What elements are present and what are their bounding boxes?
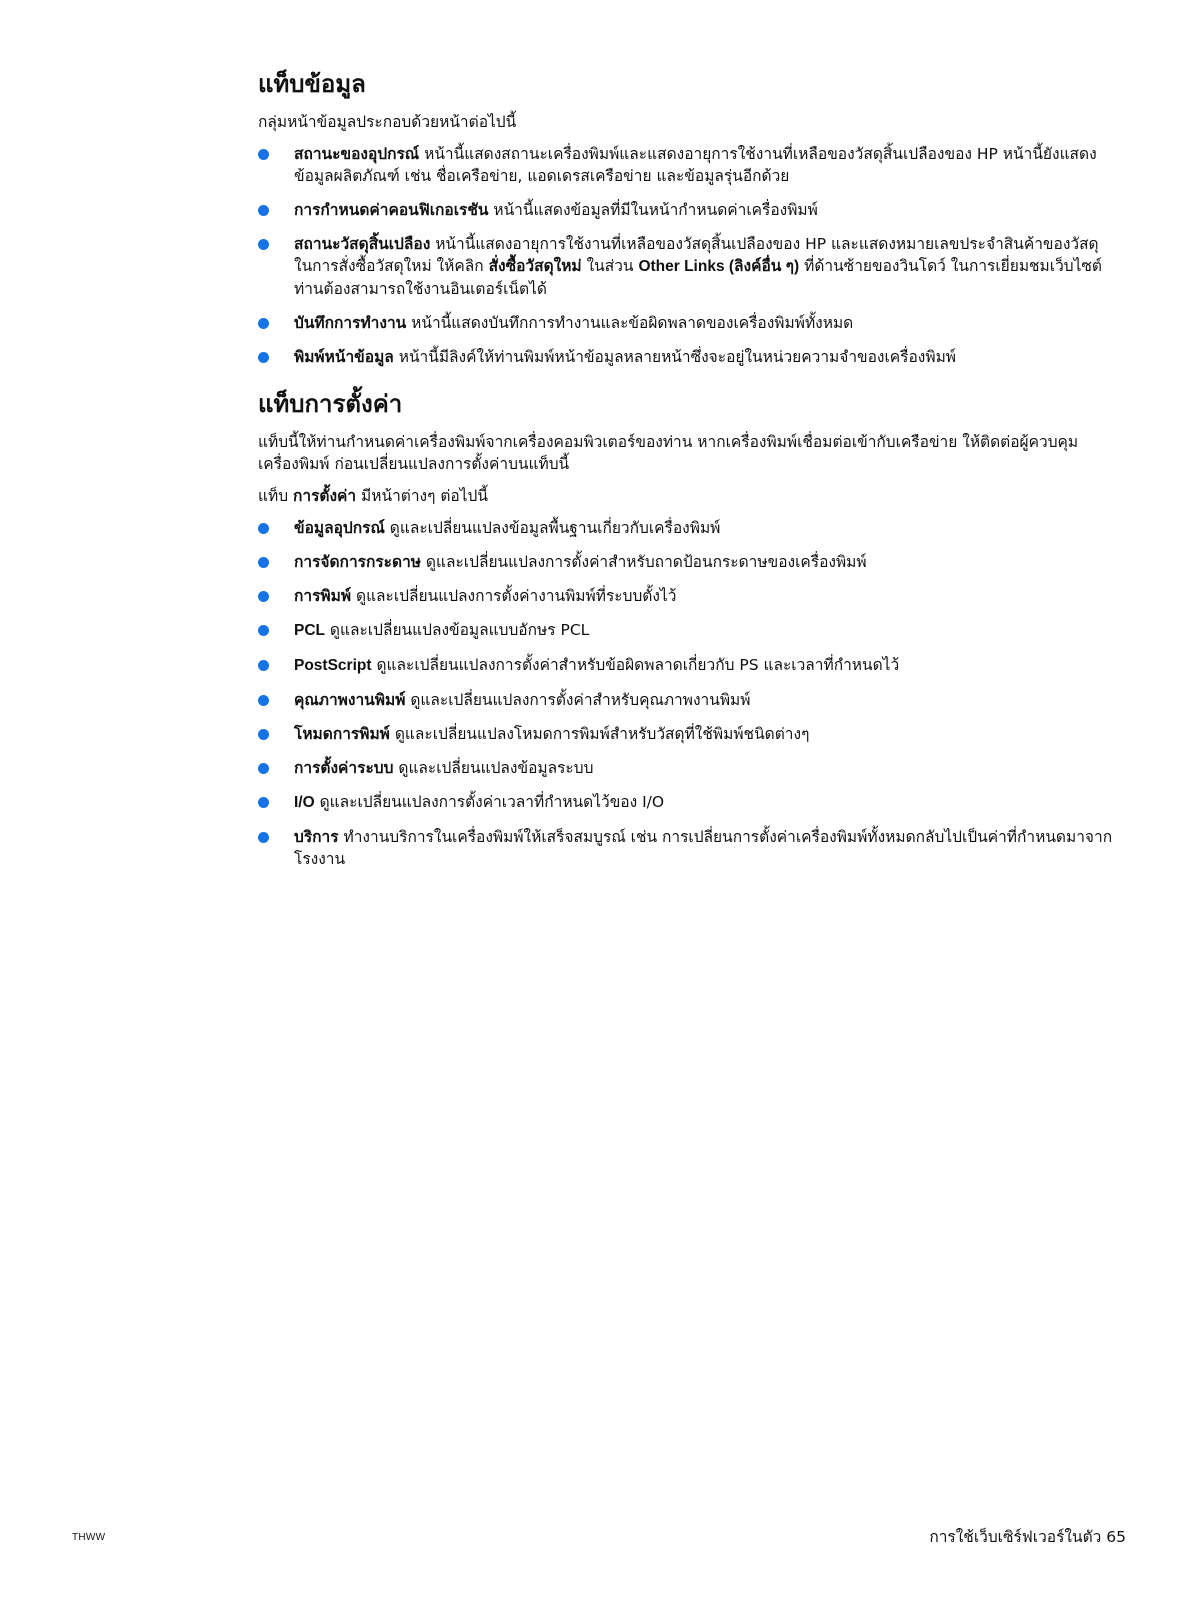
intro2-pre: แท็บ [258, 486, 293, 505]
section-heading-settings-tab: แท็บการตั้งค่า [258, 389, 403, 418]
bullet-icon [258, 763, 269, 774]
list-item [258, 346, 1118, 368]
other-links-label: Other Links (ลิงค์อื่น ๆ) [638, 257, 800, 275]
page-content [258, 70, 1118, 882]
item-text: ดูและเปลี่ยนแปลงข้อมูลระบบ [393, 758, 594, 777]
item-text: ดูและเปลี่ยนแปลงการตั้งค่าสำหรับข้อผิดพลาดเกี่ยวกับ PS และเวลาที่กำหนดไว้ [371, 655, 900, 674]
item-term: การกำหนดค่าคอนฟิเกอเรชัน [294, 200, 489, 219]
bullet-icon [258, 625, 269, 636]
item-term: คุณภาพงานพิมพ์ [294, 690, 406, 709]
list-item [258, 233, 1118, 300]
bullet-icon [258, 523, 269, 534]
item-term: โหมดการพิมพ์ [294, 724, 390, 743]
section-intro: กลุ่มหน้าข้อมูลประกอบด้วยหน้าต่อไปนี้ [258, 112, 517, 131]
list-item [258, 723, 1118, 745]
item-term: PostScript [294, 656, 372, 674]
order-supplies-link-label: สั่งซื้อวัสดุใหม่ [488, 256, 582, 275]
item-text: ทำงานบริการในเครื่องพิมพ์ให้เสร็จสมบูรณ์ เช่น การเปลี่ยนการตั้งค่าเครื่องพิมพ์ทั้งหมดกลับไปเป็นค่าที่กำหนดมาจากโรงงาน [294, 827, 1113, 868]
item-term: การตั้งค่าระบบ [294, 758, 394, 777]
bullet-icon [258, 239, 269, 250]
bullet-icon [258, 149, 269, 160]
intro2-post: มีหน้าต่างๆ ต่อไปนี้ [356, 486, 488, 505]
info-pages-list [258, 143, 1118, 368]
item-text: ดูและเปลี่ยนแปลงการตั้งค่างานพิมพ์ที่ระบบตั้งไว้ [351, 586, 677, 605]
bullet-icon [258, 591, 269, 602]
item-text: ดูและเปลี่ยนแปลงโหมดการพิมพ์สำหรับวัสดุที่ใช้พิมพ์ชนิดต่างๆ [389, 724, 810, 743]
bullet-icon [258, 318, 269, 329]
list-item [258, 826, 1118, 870]
list-item [258, 199, 1118, 221]
item-term: การพิมพ์ [294, 586, 352, 605]
bullet-icon [258, 660, 269, 671]
list-item [258, 551, 1118, 573]
item-text: หน้านี้แสดงข้อมูลที่มีในหน้ากำหนดค่าเครื่องพิมพ์ [488, 200, 818, 219]
item-text: ดูและเปลี่ยนแปลงการตั้งค่าเวลาที่กำหนดไว้ของ I/O [314, 792, 665, 811]
list-item [258, 654, 1118, 677]
list-item [258, 619, 1118, 642]
item-text: ในส่วน [581, 256, 639, 275]
footer-page-label: การใช้เว็บเซิร์ฟเวอร์ในตัว 65 [929, 1528, 1126, 1546]
bullet-icon [258, 729, 269, 740]
list-item [258, 689, 1118, 711]
item-term: สถานะของอุปกรณ์ [294, 144, 420, 163]
item-term: การจัดการกระดาษ [294, 552, 421, 571]
item-text: ดูและเปลี่ยนแปลงการตั้งค่าสำหรับคุณภาพงานพิมพ์ [405, 690, 751, 709]
item-term: สถานะวัสดุสิ้นเปลือง [294, 234, 431, 253]
section-intro-2 [258, 485, 1118, 507]
item-text: ดูและเปลี่ยนแปลงข้อมูลพื้นฐานเกี่ยวกับเครื่องพิมพ์ [384, 518, 721, 537]
item-text: หน้านี้มีลิงค์ให้ท่านพิมพ์หน้าข้อมูลหลายหน้าซึ่งจะอยู่ในหน่วยความจำของเครื่องพิมพ์ [393, 347, 957, 366]
footer-locale-code: THWW [72, 1532, 106, 1543]
settings-pages-list [258, 517, 1118, 870]
bullet-icon [258, 557, 269, 568]
list-item [258, 517, 1118, 539]
item-text: หน้านี้แสดงอายุการใช้งานที่เหลือของวัสดุสิ้นเปลืองของ HP และแสดงหมายเลขประจำสินค้าของวัสดุ ในการสั่งซื้อวัสดุใหม่ ให้คลิก [294, 234, 1099, 275]
item-term: บริการ [294, 827, 339, 846]
item-text: หน้านี้แสดงบันทึกการทำงานและข้อผิดพลาดของเครื่องพิมพ์ทั้งหมด [406, 313, 854, 332]
item-term: ข้อมูลอุปกรณ์ [294, 518, 385, 537]
item-term: พิมพ์หน้าข้อมูล [294, 347, 394, 366]
item-text: ที่ด้านซ้ายของวินโดว์ ในการเยี่ยมชมเว็บไซต์ ท่านต้องสามารถใช้งานอินเตอร์เน็ตได้ [294, 256, 1102, 298]
item-text: ดูและเปลี่ยนแปลงข้อมูลแบบอักษร PCL [325, 620, 590, 639]
item-term: บันทึกการทำงาน [294, 313, 407, 332]
list-item [258, 312, 1118, 334]
list-item [258, 791, 1118, 814]
bullet-icon [258, 832, 269, 843]
section-intro: แท็บนี้ให้ท่านกำหนดค่าเครื่องพิมพ์จากเครื่องคอมพิวเตอร์ของท่าน หากเครื่องพิมพ์เชื่อมต่อเข้ากับเครือข่าย ให้ติดต่อผู้ควบคุมเครื่องพิมพ์ ก่อนเปลี่ยนแปลงการตั้งค่าบนแท็บนี้ [258, 432, 1079, 473]
section-heading-info-tab: แท็บข้อมูล [258, 70, 366, 98]
bullet-icon [258, 797, 269, 808]
list-item [258, 143, 1118, 187]
intro2-term: การตั้งค่า [292, 486, 357, 505]
item-text: หน้านี้แสดงสถานะเครื่องพิมพ์และแสดงอายุการใช้งานที่เหลือของวัสดุสิ้นเปลืองของ HP หน้านี้ยังแสดงข้อมูลผลิตภัณฑ์ เช่น ชื่อเครือข่าย, แอดเดรสเครือข่าย และข้อมูลรุ่นอีกด้วย [294, 144, 1097, 185]
list-item [258, 757, 1118, 779]
item-term: PCL [294, 621, 325, 639]
bullet-icon [258, 205, 269, 216]
list-item [258, 585, 1118, 607]
item-term: I/O [294, 793, 315, 811]
bullet-icon [258, 352, 269, 363]
item-text: ดูและเปลี่ยนแปลงการตั้งค่าสำหรับถาดป้อนกระดาษของเครื่องพิมพ์ [421, 552, 867, 571]
bullet-icon [258, 695, 269, 706]
